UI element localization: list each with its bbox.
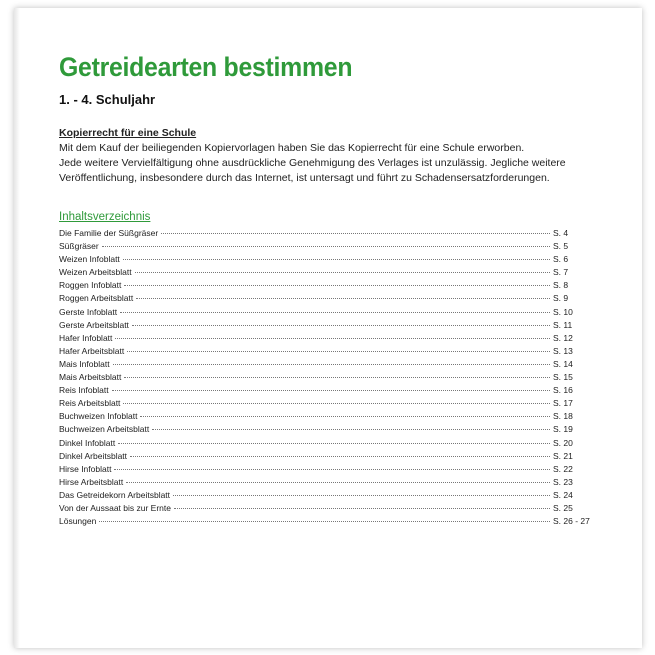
toc-leader-dots bbox=[99, 521, 550, 522]
toc-leader-dots bbox=[161, 233, 550, 234]
toc-entry-page: S. 7 bbox=[553, 267, 569, 278]
toc-entry-label: Die Familie der Süßgräser bbox=[59, 228, 159, 238]
toc-entry-page: S. 11 bbox=[553, 319, 573, 330]
table-of-contents bbox=[59, 227, 589, 528]
toc-entry-label: Buchweizen Arbeitsblatt bbox=[59, 424, 150, 435]
toc-entry-page: S. 17 bbox=[553, 398, 573, 409]
toc-entry bbox=[59, 358, 589, 371]
toc-entry-label: Gerste Infoblatt bbox=[59, 306, 118, 317]
toc-entry-page: S. 20 bbox=[553, 437, 573, 448]
toc-entry-page: S. 9 bbox=[553, 293, 569, 304]
copyright-line: Veröffentlichung, insbesondere durch das Internet, ist untersagt und führt zu Schadensersatzforderungen. bbox=[59, 172, 550, 184]
toc-entry-page: S. 8 bbox=[553, 280, 569, 291]
toc-entry bbox=[59, 292, 589, 305]
toc-entry-page: S. 19 bbox=[553, 424, 573, 435]
toc-entry bbox=[59, 489, 589, 502]
toc-entry-label: Reis Infoblatt bbox=[59, 385, 109, 396]
toc-leader-dots bbox=[123, 259, 550, 260]
toc-entry-page: S. 14 bbox=[553, 358, 573, 369]
toc-entry bbox=[59, 410, 589, 423]
toc-entry-page: S. 5 bbox=[553, 241, 569, 252]
toc-entry bbox=[59, 253, 589, 266]
toc-entry bbox=[59, 515, 589, 528]
page-edge bbox=[14, 8, 20, 648]
toc-heading: Inhaltsverzeichnis bbox=[59, 211, 151, 223]
toc-leader-dots bbox=[112, 390, 550, 391]
toc-entry bbox=[59, 240, 589, 253]
toc-leader-dots bbox=[118, 443, 550, 444]
toc-entry-label: Weizen Infoblatt bbox=[59, 254, 120, 265]
toc-leader-dots bbox=[136, 298, 550, 299]
toc-entry-page: S. 13 bbox=[553, 345, 573, 356]
toc-entry-page: S. 6 bbox=[553, 254, 569, 265]
toc-entry-label: Roggen Arbeitsblatt bbox=[59, 293, 134, 304]
toc-leader-dots bbox=[115, 338, 550, 339]
toc-entry bbox=[59, 476, 589, 489]
toc-entry-page: S. 25 bbox=[553, 502, 573, 513]
toc-entry-page: S. 24 bbox=[553, 489, 573, 500]
toc-leader-dots bbox=[132, 325, 550, 326]
toc-entry bbox=[59, 371, 589, 384]
toc-leader-dots bbox=[102, 246, 550, 247]
toc-leader-dots bbox=[120, 312, 550, 313]
toc-entry-label: Lösungen bbox=[59, 516, 97, 527]
toc-leader-dots bbox=[127, 351, 550, 352]
toc-entry bbox=[59, 266, 589, 279]
toc-entry-label: Buchweizen Infoblatt bbox=[59, 411, 138, 422]
toc-entry-page: S. 16 bbox=[553, 385, 573, 396]
toc-entry-page: S. 23 bbox=[553, 476, 573, 487]
copyright-line: Jede weitere Vervielfältigung ohne ausdrückliche Genehmigung des Verlages ist unzulässig. Jegliche weitere bbox=[59, 157, 566, 169]
toc-entry-label: Weizen Arbeitsblatt bbox=[59, 267, 132, 278]
toc-entry-label: Hirse Infoblatt bbox=[59, 463, 112, 474]
toc-entry-page: S. 15 bbox=[553, 372, 573, 383]
toc-entry-page: S. 21 bbox=[553, 450, 573, 461]
toc-leader-dots bbox=[152, 429, 550, 430]
copyright-heading: Kopierrecht für eine Schule bbox=[59, 127, 197, 139]
toc-leader-dots bbox=[173, 495, 550, 496]
toc-entry-page: S. 26 - 27 bbox=[553, 516, 590, 527]
toc-entry-label: Dinkel Arbeitsblatt bbox=[59, 450, 128, 461]
toc-entry bbox=[59, 397, 589, 410]
toc-entry-page: S. 22 bbox=[553, 463, 573, 474]
copyright-line: Mit dem Kauf der beiliegenden Kopiervorlagen haben Sie das Kopierrecht für eine Schule erworben. bbox=[59, 142, 525, 154]
document-title: Getreidearten bestimmen bbox=[59, 52, 353, 82]
toc-entry bbox=[59, 450, 589, 463]
toc-entry-page: S. 12 bbox=[553, 332, 573, 343]
toc-entry-label: Hirse Arbeitsblatt bbox=[59, 476, 124, 487]
toc-entry-label: Reis Arbeitsblatt bbox=[59, 398, 121, 409]
toc-entry-label: Hafer Infoblatt bbox=[59, 332, 113, 343]
copyright-notice bbox=[59, 126, 599, 186]
toc-entry-page: S. 10 bbox=[553, 306, 573, 317]
toc-entry-label: Hafer Arbeitsblatt bbox=[59, 345, 125, 356]
document-subtitle: 1. - 4. Schuljahr bbox=[59, 92, 156, 107]
toc-leader-dots bbox=[113, 364, 550, 365]
toc-entry-label: Das Getreidekorn Arbeitsblatt bbox=[59, 489, 171, 500]
toc-entry bbox=[59, 332, 589, 345]
toc-entry bbox=[59, 423, 589, 436]
toc-entry-page: S. 4 bbox=[553, 228, 569, 238]
toc-entry bbox=[59, 227, 589, 240]
toc-entry bbox=[59, 384, 589, 397]
toc-entry-label: Roggen Infoblatt bbox=[59, 280, 122, 291]
toc-leader-dots bbox=[114, 469, 550, 470]
toc-entry-label: Süßgräser bbox=[59, 241, 99, 252]
toc-leader-dots bbox=[123, 403, 550, 404]
toc-leader-dots bbox=[135, 272, 550, 273]
toc-entry bbox=[59, 463, 589, 476]
toc-entry bbox=[59, 306, 589, 319]
toc-entry-label: Gerste Arbeitsblatt bbox=[59, 319, 129, 330]
toc-entry bbox=[59, 345, 589, 358]
toc-entry bbox=[59, 502, 589, 515]
toc-entry-page: S. 18 bbox=[553, 411, 573, 422]
toc-leader-dots bbox=[174, 508, 550, 509]
document-page bbox=[14, 8, 642, 648]
toc-leader-dots bbox=[130, 456, 550, 457]
toc-leader-dots bbox=[140, 416, 550, 417]
toc-leader-dots bbox=[124, 285, 550, 286]
toc-entry-label: Mais Infoblatt bbox=[59, 358, 110, 369]
toc-leader-dots bbox=[126, 482, 550, 483]
toc-entry-label: Dinkel Infoblatt bbox=[59, 437, 116, 448]
toc-entry bbox=[59, 319, 589, 332]
toc-entry bbox=[59, 437, 589, 450]
toc-entry bbox=[59, 279, 589, 292]
toc-entry-label: Von der Aussaat bis zur Ernte bbox=[59, 502, 171, 513]
toc-leader-dots bbox=[124, 377, 550, 378]
toc-entry-label: Mais Arbeitsblatt bbox=[59, 372, 122, 383]
